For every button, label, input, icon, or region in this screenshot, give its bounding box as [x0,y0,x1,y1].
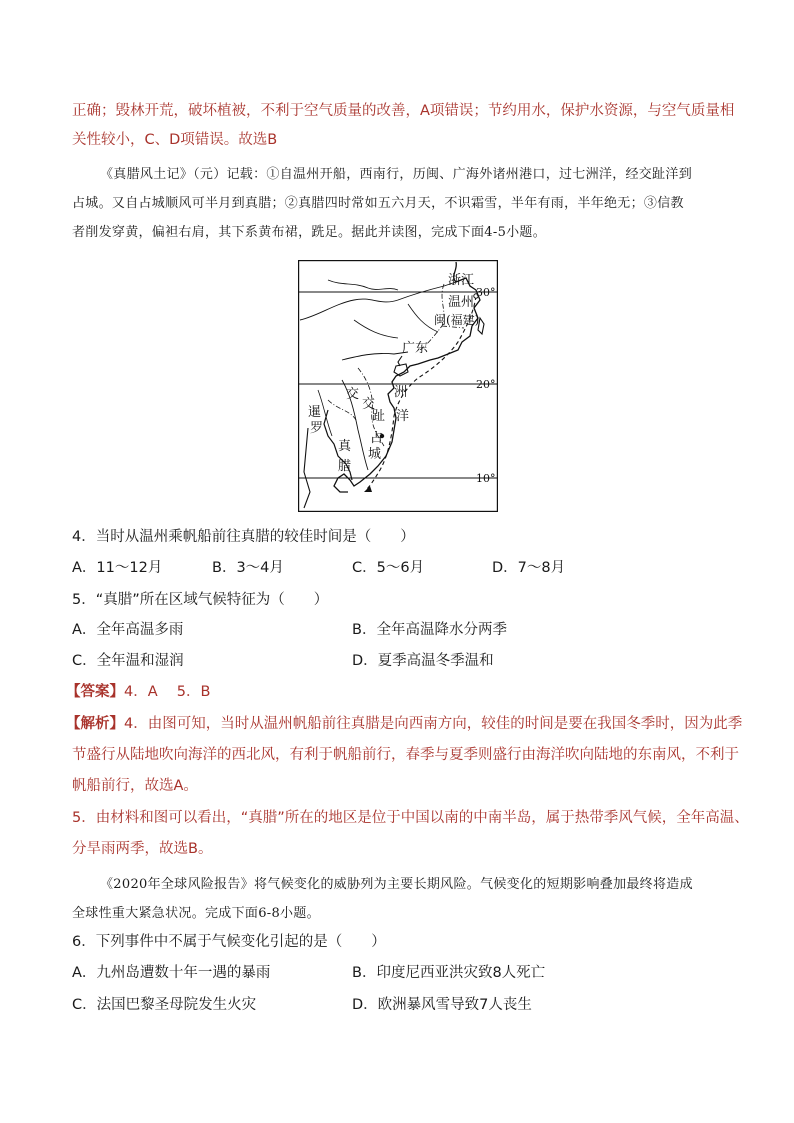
analysis-line-5: 分旱雨两季，故选B。 [72,841,213,857]
label-luo: 罗 [310,421,324,436]
q5-stem: 5．“真腊”所在区域气候特征为（ ） [72,592,329,608]
label-jiaozhi: 交 [362,397,376,412]
label-qizhou: 洲 [394,385,408,400]
q5-option-c[interactable]: C．全年温和湿润 [72,653,184,669]
analysis-text-1: 4．由图可知，当时从温州帆船前往真腊是向西南方向，较佳的时间是要在我国冬季时，因为此季 [124,716,743,732]
prev-analysis-line-1: 正确；毁林开荒，破坏植被，不利于空气质量的改善，A项错误；节约用水，保护水资源，与空气质量相 [72,103,735,119]
label-yang: 洋 [396,409,410,424]
material1-line-2: 占城。又自占城顺风可半月到真腊；②真腊四时常如五六月天，不识霜雪，半年有雨，半年绝无；③信教 [72,196,684,211]
q4-option-c[interactable]: C．5～6月 [352,560,425,576]
q4-option-b[interactable]: B．3～4月 [212,560,284,576]
prev-analysis-line-2: 关性较小，C、D项错误。故选B [72,132,278,148]
q6-option-a[interactable]: A．九州岛遭数十年一遇的暴雨 [72,965,271,981]
label-jiao: 交 [346,387,360,402]
label-cheng: 城 [368,447,382,462]
q5-option-b[interactable]: B．全年高温降水分两季 [352,622,507,638]
material2-line-1: 《2020年全球风险报告》将气候变化的威胁列为主要长期风险。气候变化的短期影响叠加最终将造成 [100,877,693,892]
q5-option-a[interactable]: A．全年高温多雨 [72,622,184,638]
answer-row [66,682,210,702]
q6-option-d[interactable]: D．欧洲暴风雪导致7人丧生 [352,997,532,1013]
material1-line-3: 者削发穿黄，偏袒右肩，其下系黄布裙，跣足。据此并读图，完成下面4-5小题。 [72,225,547,240]
material1-line-1: 《真腊风土记》（元）记载：①自温州开船，西南行，历闽、广海外诸州港口，过七洲洋，经交趾洋到 [100,167,693,182]
q4-option-a[interactable]: A．11～12月 [72,560,163,576]
analysis-line-2: 节盛行从陆地吹向海洋的西北风，有利于帆船前行，春季与夏季则盛行由海洋吹向陆地的东南风，不利于 [72,747,739,763]
analysis-line-4: 5．由材料和图可以看出，“真腊”所在的地区是位于中国以南的中南半岛，属于热带季风气候，全年高温、 [72,810,749,826]
answer-text: 4．A 5．B [124,684,211,700]
q4-stem: 4．当时从温州乘帆船前往真腊的较佳时间是（ ） [72,529,415,545]
analysis-line-3: 帆船前行，故选A。 [72,778,198,794]
label-zhen: 真 [338,439,352,454]
q5-option-d[interactable]: D．夏季高温冬季温和 [352,653,494,669]
q6-option-c[interactable]: C．法国巴黎圣母院发生火灾 [72,997,257,1013]
q4-option-d[interactable]: D．7～8月 [492,560,566,576]
latitude-label-20: 20° [476,378,496,391]
label-min: 闽(福建) [434,313,480,327]
material2-line-2: 全球性重大紧急状况。完成下面6-8小题。 [72,906,320,921]
q6-option-b[interactable]: B．印度尼西亚洪灾致8人死亡 [352,965,546,981]
analysis-tag: 【解析】 [66,716,124,732]
answer-tag: 【答案】 [66,684,124,700]
q6-stem: 6．下列事件中不属于气候变化引起的是（ ） [72,934,386,950]
sea-route-map [298,260,498,512]
label-zhi: 趾 [372,409,386,424]
label-guangdong: 广东 [402,341,429,356]
label-la: 腊 [338,459,352,474]
latitude-label-30: 30° [476,286,496,299]
label-zhejiang: 浙江 [448,273,475,288]
latitude-label-10: 10° [476,472,496,485]
label-zhan: 占 [370,431,384,446]
analysis-line-1 [66,714,742,734]
label-xian: 暹 [308,405,322,420]
label-wenzhou: 温州 [448,295,475,310]
